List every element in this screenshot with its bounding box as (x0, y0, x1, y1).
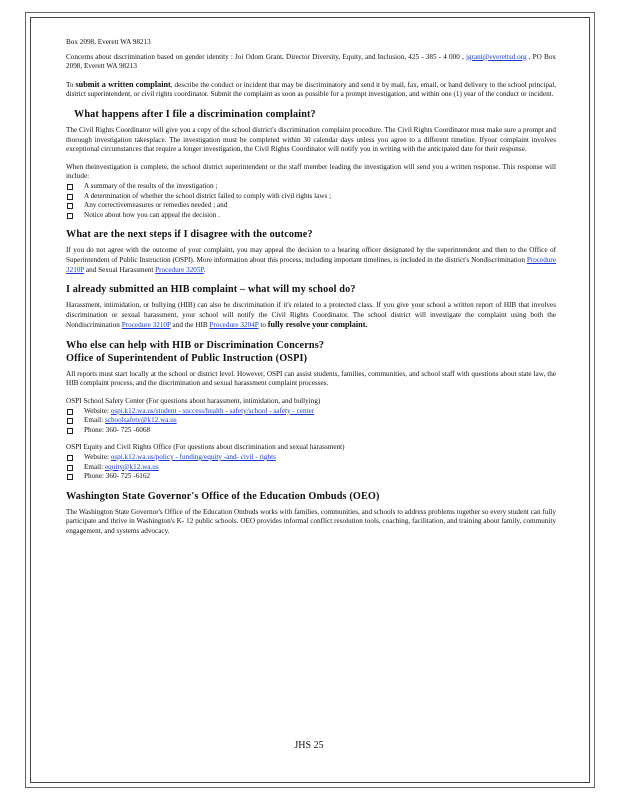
heading-file-complaint: What happens after I file a discrimination complaint? (74, 108, 316, 120)
list-item: Notice about how you can appeal the decision . (66, 211, 556, 221)
steps-end: . (203, 265, 206, 274)
hib-to: to (260, 321, 266, 330)
heading-oeo: Washington State Governor's Office of the Education Ombuds (OEO) (66, 490, 380, 502)
header-address: Box 2098, Everett WA 98213 (66, 38, 151, 46)
concerns-tail: , PO Box 2098, Everett WA 98213 (66, 52, 557, 71)
oeo-paragraph: The Washington State Governor's Office of the Education Ombuds works with families, communities, and schools to address problems together so every student can fully participate and thrive in Washington's K- 12 public schools. OEO provides informal conflict resolution tools, coaching, facilitation, and training about family, community engagement, and systems advocacy. (66, 507, 556, 535)
list-item: Any correctivemeasures or remedies needed ; and (66, 201, 556, 211)
list-item (66, 416, 556, 426)
list-item: A determination of whether the school district failed to comply with civil rights laws ; (66, 192, 556, 202)
procedure-3205p-link[interactable]: Procedure 3205P (155, 265, 204, 274)
hib-paragraph (66, 301, 556, 331)
file-paragraph-2: When theinvestigation is complete, the school district superintendent or the staff member leading the investigation will send you a written response. This response will include: (66, 162, 556, 181)
list-item (66, 453, 556, 463)
website-label: Website: (84, 453, 109, 462)
equity-email-link[interactable]: equity@k12.wa.us (104, 462, 159, 471)
list-item (66, 463, 556, 473)
concerns-text: Concerns about discrimination based on gender identity : Joi Odom Grant, Director Diversity, Equity, and Inclusion, 425 - 385 - 4 000 , (66, 52, 464, 61)
concerns-email-link[interactable]: jgrant@everettsd.org (465, 52, 527, 61)
equity-phone: 360- 725 -6162 (105, 472, 151, 481)
document-body (66, 38, 556, 537)
heading-hib-complaint: I already submitted an HIB complaint – what will my school do? (66, 284, 356, 296)
email-label: Email: (84, 462, 104, 471)
list-item (66, 407, 556, 417)
safety-phone: 360- 725 -6068 (105, 425, 151, 434)
hib-bold: fully resolve your complaint. (267, 320, 368, 330)
safety-website-link[interactable]: ospi.k12.wa.us/student - success/health - safety/school - safety - center (110, 406, 315, 415)
hib-and: and the HIB (172, 321, 208, 330)
submit-paragraph (66, 80, 556, 100)
heading-who-else: Who else can help with HIB or Discrimination Concerns? (66, 339, 325, 351)
submit-pre: To (66, 80, 74, 89)
procedure-3204p-link[interactable]: Procedure 3204P (209, 321, 259, 330)
list-item (66, 472, 556, 482)
steps-text: If you do not agree with the outcome of your complaint, you may appeal the decision to a hearing officer designated by the superintendent and then to the Office of Superintendent of Public Instruction (OSPI). More information about this process, including important timelines, is included in the district's Nondiscrimination (66, 246, 556, 264)
submit-bold: submit a written complaint (75, 79, 171, 89)
ospi-paragraph: All reports must start locally at the school or district level. However, OSPI can assist students, families, communities, and school staff with questions about state law, the HIB complaint process, and the discrimination and sexual harassment complaint processes. (66, 369, 556, 388)
safety-center-list (66, 407, 556, 436)
concerns-paragraph (66, 53, 556, 72)
steps-and: and Sexual Harassment (85, 265, 154, 274)
procedure-3210p-link[interactable]: Procedure 3210P (66, 255, 557, 274)
heading-ospi: Office of Superintendent of Public Instruction (OSPI) (66, 352, 308, 364)
equity-website-link[interactable]: ospi.k12.wa.us/policy - funding/equity -and- civil - rights (110, 453, 276, 462)
website-label: Website: (84, 406, 109, 415)
steps-paragraph (66, 246, 556, 275)
safety-center-title: OSPI School Safety Center (For questions about harassment, intimidation, and bullying) (66, 397, 321, 406)
equity-office-title: OSPI Equity and Civil Rights Office (For questions about discrimination and sexual harassment) (66, 443, 345, 452)
phone-label: Phone: (84, 472, 104, 481)
submit-text: , describe the conduct or incident that may be discriminatory and send it by mail, fax, email, or hand delivery to the school principal, district superintendent, or civil rights coordinator. Submit the complaint as soon as possible for a prompt investigation, and within one (1) year of the conduct or incident. (66, 80, 556, 99)
heading-next-steps: What are the next steps if I disagree with the outcome? (66, 229, 313, 241)
hib-text: Harassment, intimidation, or bullying (HIB) can also be discrimination if it's related to a protected class. If you give your school a written report of HIB that involves discrimination or sexual harassment, your school will notify the Civil Rights Coordinator. The school district will investigate the complaint using both the Nondiscrimination (66, 301, 556, 330)
file-list (66, 182, 556, 220)
hib-procedure-3210p-link[interactable]: Procedure 3210P (121, 321, 171, 330)
phone-label: Phone: (84, 425, 104, 434)
email-label: Email: (84, 416, 104, 425)
list-item (66, 426, 556, 436)
equity-office-list (66, 453, 556, 482)
file-paragraph-1: The Civil Rights Coordinator will give you a copy of the school district's discrimination complaint procedure. The Civil Rights Coordinator must make sure a prompt and thorough investigation takesplace. The investigation must be completed within 30 calendar days unless you agree to a different timeline. Ifyour complaint involves exceptional circumstances that require a longer investigation, the Civil Rights Coordinator will notify you in writing with the anticipated date for their response. (66, 125, 556, 154)
page-footer: JHS 25 (294, 740, 324, 751)
safety-email-link[interactable]: schoolsafety@k12.wa.us (104, 416, 177, 425)
list-item: A summary of the results of the investigation ; (66, 182, 556, 192)
